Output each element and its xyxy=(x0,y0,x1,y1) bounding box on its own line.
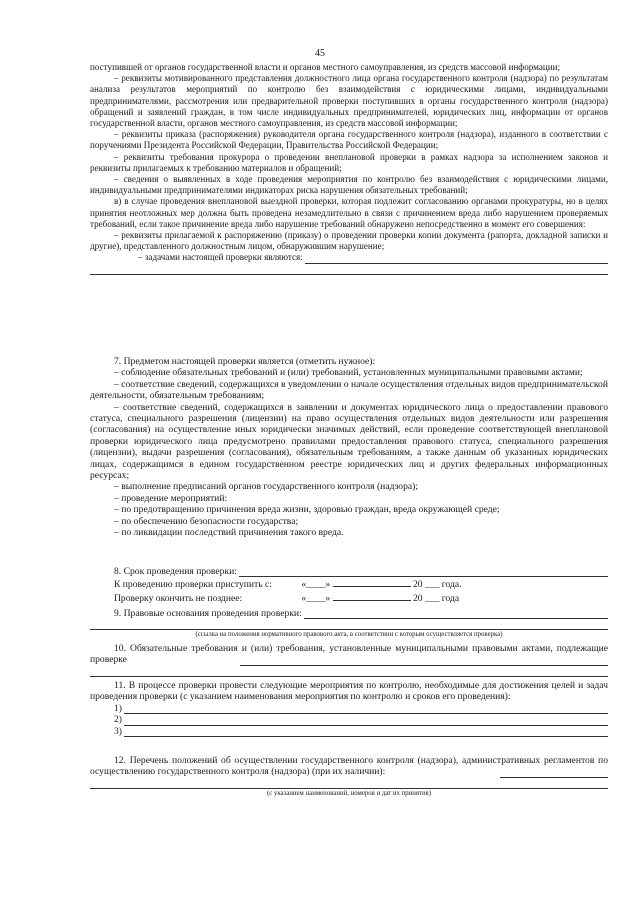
end-year[interactable]: 20 ___ xyxy=(413,593,440,604)
blank-line[interactable] xyxy=(90,619,608,630)
requirements-input-line[interactable] xyxy=(240,655,608,666)
section-12-title: 12. Перечень положений об осуществлении государственного контроля (надзора), административных регламентов по осуществлению государственного контроля (надзора) (при их наличии): xyxy=(90,755,608,778)
section-7 xyxy=(90,356,608,539)
section-10-title: 10. Обязательные требования и (или) требования, установленные муниципальными правовыми актами, подлежащие проверке xyxy=(90,643,608,666)
end-label: Проверку окончить не позднее: xyxy=(114,593,243,604)
start-label: К проведению проверки приступить с: xyxy=(114,579,272,591)
activity-line xyxy=(90,714,608,725)
section-8 xyxy=(90,566,608,605)
subject-item: – проведение мероприятий: xyxy=(114,492,228,504)
activity-input-line[interactable] xyxy=(124,726,608,737)
subject-item: – соблюдение обязательных требований и (или) требований, установленных муниципальными правовыми актами; xyxy=(114,367,583,379)
legal-basis-caption: (ссылка на положения нормативного правового акта, в соответствии с которым осуществляется проверка) xyxy=(195,631,503,639)
subject-item: – соответствие сведений, содержащихся в заявлении и документах юридического лица о предоставлении правового статуса, специального разрешения (лицензии) на право осуществления отдельных видов деятельности или разрешения (согласования) на осуществление иных юридически значимых действий, если проведение соответствующей внеплановой проверки юридического лица предусмотрено правилами предоставления правового статуса, специального разрешения (лицензии), выдачи разрешения (согласования), обязательным требованиям, а также данным об указанных юридических лицах, содержащимся в едином государственном реестре юридических лиц и других федеральных информационных ресурсах; xyxy=(90,401,608,482)
end-day[interactable]: «____» xyxy=(301,593,331,604)
blank-line[interactable] xyxy=(90,666,608,677)
section-9-title: 9. Правовые основания проведения проверки: xyxy=(114,608,302,619)
activity-line xyxy=(90,726,608,737)
subject-item: – соответствие сведений, содержащихся в уведомлении о начале осуществления отдельных видов предпринимательской деятельности, обязательным требованиям; xyxy=(90,378,608,402)
paragraph: – реквизиты приказа (распоряжения) руководителя органа государственного контроля (надзора), изданного в соответствии с поручениями Президента Российской Федерации, Правительства Российской Федерации; xyxy=(90,129,608,151)
term-input-line[interactable] xyxy=(239,566,608,577)
end-date-row xyxy=(90,591,608,605)
activity-input-line[interactable] xyxy=(124,715,608,726)
start-month-line[interactable] xyxy=(333,577,411,587)
subject-item: – по предотвращению причинения вреда жизни, здоровью граждан, вреда окружающей среде; xyxy=(114,504,500,516)
paragraph: – реквизиты мотивированного представления должностного лица органа государственного контроля (надзора) по результатам анализа результатов мероприятий по контролю без взаимодействия с юридическими лицами, индивидуальными предпринимателями, рассмотрения или предварительной проверки поступивших в органы государственного контроля (надзора) обращений и заявлений граждан, в том числе индивидуальных предпринимателей, юридических лиц, информации от органов государственной власти, органов местного самоуправления, из средств массовой информации; xyxy=(90,73,608,129)
section-7-title: 7. Предметом настоящей проверки является (отметить нужное): xyxy=(114,356,376,367)
start-day[interactable]: «____» xyxy=(301,579,331,591)
activity-input-line[interactable] xyxy=(124,703,608,714)
start-date-row xyxy=(90,577,608,591)
blank-line[interactable] xyxy=(90,264,608,275)
section-11 xyxy=(90,680,608,737)
paragraph: – реквизиты прилагаемой к распоряжению (приказу) о проведении проверки копии документа (рапорта, докладной записки и другие), представленного должностным лицом, обнаружившим нарушение; xyxy=(90,230,608,252)
tasks-input-line[interactable] xyxy=(305,253,608,264)
subject-item: – по обеспечению безопасности государства; xyxy=(114,515,299,527)
tasks-label: – задачами настоящей проверки являются: xyxy=(138,252,303,263)
activity-number: 1) xyxy=(114,702,122,714)
activity-line xyxy=(90,703,608,714)
section-11-title: 11. В процессе проверки провести следующие мероприятия по контролю, необходимые для достижения целей и задач проведения проверки (с указанием наименования мероприятия по контролю и сроков его проведения): xyxy=(90,680,608,703)
subject-item: – по ликвидации последствий причинения такого вреда. xyxy=(114,527,344,539)
section-8-title: 8. Срок проведения проверки: xyxy=(114,566,237,577)
paragraph: в) в случае проведения внеплановой выездной проверки, которая подлежит согласованию органами прокуратуры, но в целях принятия неотложных мер должна быть проведена незамедлительно в связи с причинением вреда либо нарушением проверяемых требований, если такое причинение вреда либо нарушение требований обнаружено непосредственно в момент его совершения: xyxy=(90,196,608,229)
section-reasons xyxy=(90,62,608,275)
paragraph: – реквизиты требования прокурора о проведении внеплановой проверки в рамках надзора за исполнением законов и реквизиты прилагаемых к требованию материалов и обращений; xyxy=(90,151,608,173)
section-9 xyxy=(90,608,608,639)
paragraph: – сведения о выявленных в ходе проведения мероприятия по контролю без взаимодействия с юридическими лицами, индивидуальными предпринимателями индикаторах риска нарушения обязательных требований; xyxy=(90,174,608,196)
section-12 xyxy=(90,755,608,798)
tasks-line xyxy=(90,252,608,263)
end-month-line[interactable] xyxy=(333,591,411,601)
activity-number: 2) xyxy=(114,714,122,726)
regulations-input-line[interactable] xyxy=(500,767,608,778)
section-10 xyxy=(90,643,608,677)
end-year-suffix: года xyxy=(441,593,460,604)
start-year[interactable]: 20 ___ xyxy=(413,579,440,591)
term-title-line xyxy=(90,566,608,577)
page-number: 45 xyxy=(315,48,325,59)
legal-basis-line xyxy=(90,608,608,619)
legal-basis-input-line[interactable] xyxy=(304,608,608,619)
activity-number: 3) xyxy=(114,725,122,737)
paragraph: поступившей от органов государственной власти и органов местного самоуправления, из средств массовой информации; xyxy=(90,62,561,72)
start-year-suffix: года. xyxy=(441,579,462,591)
blank-line[interactable] xyxy=(90,778,608,789)
regulations-caption: (с указанием наименований, номеров и дат их принятия) xyxy=(266,789,432,797)
subject-item: – выполнение предписаний органов государственного контроля (надзора); xyxy=(114,481,419,493)
